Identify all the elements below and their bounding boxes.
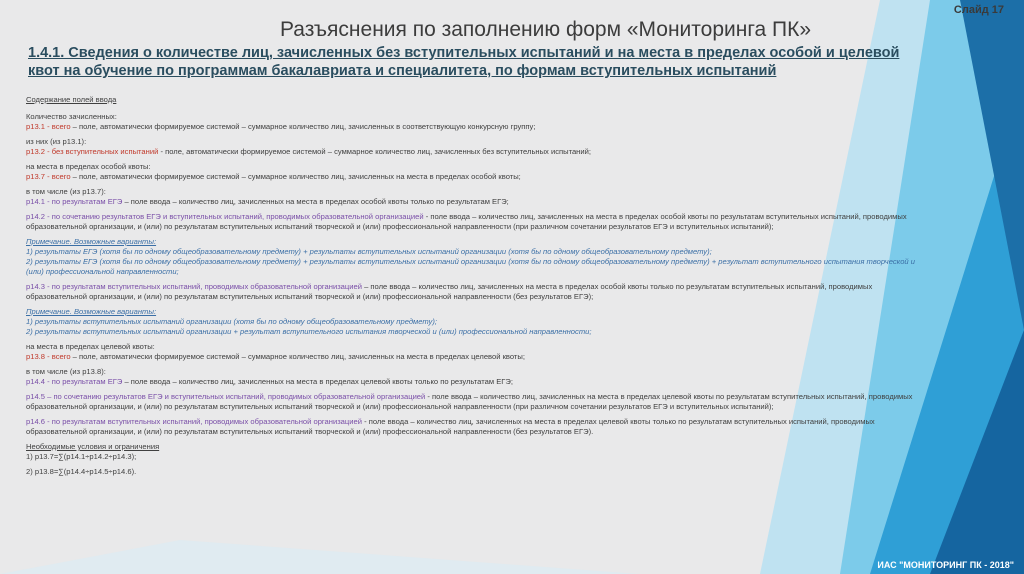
field-text: - поле ввода – количество лиц, зачисленных на места в пределах целевой квоты по результатам вступительных испытаний, проводимых образовательной организации, и (или) по результатам вступительных испытаний творческой и (или) профессиональной направленности (при различном сочетании результатов ЕГЭ и вступительных испытаний); — [26, 392, 913, 411]
field-code: р14.2 - по сочетанию результатов ЕГЭ и вступительных испытаний, проводимых образовательной организацией — [26, 212, 424, 221]
note-item: 1) результаты ЕГЭ (хотя бы по одному общеобразовательному предмету) + результаты вступительных испытаний организации (хотя бы по одному общеобразовательному предмету); — [26, 247, 712, 256]
footer-label: ИАС "МОНИТОРИНГ ПК - 2018" — [877, 560, 1014, 570]
field-description — [26, 197, 926, 207]
block-label: в том числе (из р13.8): — [26, 367, 106, 376]
field-description — [26, 392, 926, 412]
block-label: из них (из р13.1): — [26, 137, 87, 146]
field-description — [26, 417, 926, 437]
field-code: р13.2 - без вступительных испытаний — [26, 147, 159, 156]
slide-title: Разъяснения по заполнению форм «Мониторинга ПК» — [280, 18, 812, 41]
field-code: р14.1 - по результатам ЕГЭ — [26, 197, 123, 206]
field-description — [26, 147, 926, 157]
field-code: р14.6 - по результатам вступительных испытаний, проводимых образовательной организацией — [26, 417, 362, 426]
block-label: на места в пределах особой квоты: — [26, 162, 151, 171]
content-body — [26, 95, 926, 477]
field-description — [26, 282, 926, 302]
note-item: 1) результаты вступительных испытаний организации (хотя бы по одному общеобразовательному предмету); — [26, 317, 437, 326]
field-text: – поле ввода – количество лиц, зачисленных на места в пределах целевой квоты только по результатам ЕГЭ; — [122, 377, 513, 386]
field-code: р13.8 - всего — [26, 352, 71, 361]
field-description — [26, 122, 926, 132]
field-text: - поле, автоматически формируемое системой – суммарное количество лиц, зачисленных без вступительных испытаний; — [158, 147, 591, 156]
block-label: в том числе (из р13.7): — [26, 187, 106, 196]
field-description — [26, 212, 926, 232]
field-text: – поле, автоматически формируемое системой – суммарное количество лиц, зачисленных на места в пределах особой квоты; — [70, 172, 521, 181]
field-code: р13.7 - всего — [26, 172, 71, 181]
field-code: р13.1 - всего — [26, 122, 71, 131]
field-description — [26, 352, 926, 362]
field-code: р14.5 – по сочетанию результатов ЕГЭ и вступительных испытаний, проводимых образовательной организацией — [26, 392, 426, 401]
field-text: – поле, автоматически формируемое системой – суммарное количество лиц, зачисленных на места в пределах целевой квоты; — [70, 352, 525, 361]
note-heading: Примечание. Возможные варианты: — [26, 307, 157, 316]
condition-item: 2) р13.8=∑(р14.4÷р14.5÷р14.6). — [26, 467, 137, 476]
note-item: 2) результаты вступительных испытаний организации + результат вступительного испытания творческой и (или) профессиональной направленности; — [26, 327, 592, 336]
slide-number: Слайд 17 — [953, 4, 1004, 16]
field-text: – поле ввода – количество лиц, зачисленных на места в пределах особой квоты только по результатам вступительных испытаний, проводимых образовательной организации, и (или) по результатам вступительных испытаний творческой и (или) профессиональной направленности (без результатов ЕГЭ); — [26, 282, 873, 301]
field-description — [26, 172, 926, 182]
section-heading: Содержание полей ввода — [26, 95, 117, 104]
note-heading: Примечание. Возможные варианты: — [26, 237, 157, 246]
conditions-heading: Необходимые условия и ограничения — [26, 442, 160, 451]
block-label: на места в пределах целевой квоты: — [26, 342, 155, 351]
field-code: р14.3 - по результатам вступительных испытаний, проводимых образовательной организацией — [26, 282, 362, 291]
field-code: р14.4 - по результатам ЕГЭ — [26, 377, 123, 386]
condition-item: 1) р13.7=∑(р14.1÷р14.2÷р14.3); — [26, 452, 137, 461]
field-text: - поле ввода – количество лиц, зачисленных на места в пределах целевой квоты только по результатам вступительных испытаний, проводимых образовательной организации, и (или) по результатам вступительных испытаний творческой и (или) профессиональной направленности (без результатов ЕГЭ). — [26, 417, 875, 436]
block-label: Количество зачисленных: — [26, 112, 117, 121]
field-description — [26, 377, 926, 387]
field-text: – поле, автоматически формируемое системой – суммарное количество лиц, зачисленных в соответствующую конкурсную группу; — [70, 122, 536, 131]
field-text: – поле ввода – количество лиц, зачисленных на места в пределах особой квоты только по результатам ЕГЭ; — [122, 197, 509, 206]
section-subtitle: 1.4.1. Сведения о количестве лиц, зачисленных без вступительных испытаний и на места в пределах особой и целевой квот на обучение по программам бакалавриата и специалитета, по формам вступительных испытаний — [28, 45, 900, 79]
field-text: - поле ввода – количество лиц, зачисленных на места в пределах особой квоты по результатам вступительных испытаний, проводимых образовательной организации, и (или) по результатам вступительных испытаний творческой и (или) профессиональной направленности (при различном сочетании результатов ЕГЭ и вступительных испытаний); — [26, 212, 907, 231]
note-item: 2) результаты ЕГЭ (хотя бы по одному общеобразовательному предмету) + результаты вступительных испытаний организации (хотя бы по одному общеобразовательному предмету) + результат вступительного испытания творческой и (или) профессиональной направленности; — [26, 257, 915, 276]
